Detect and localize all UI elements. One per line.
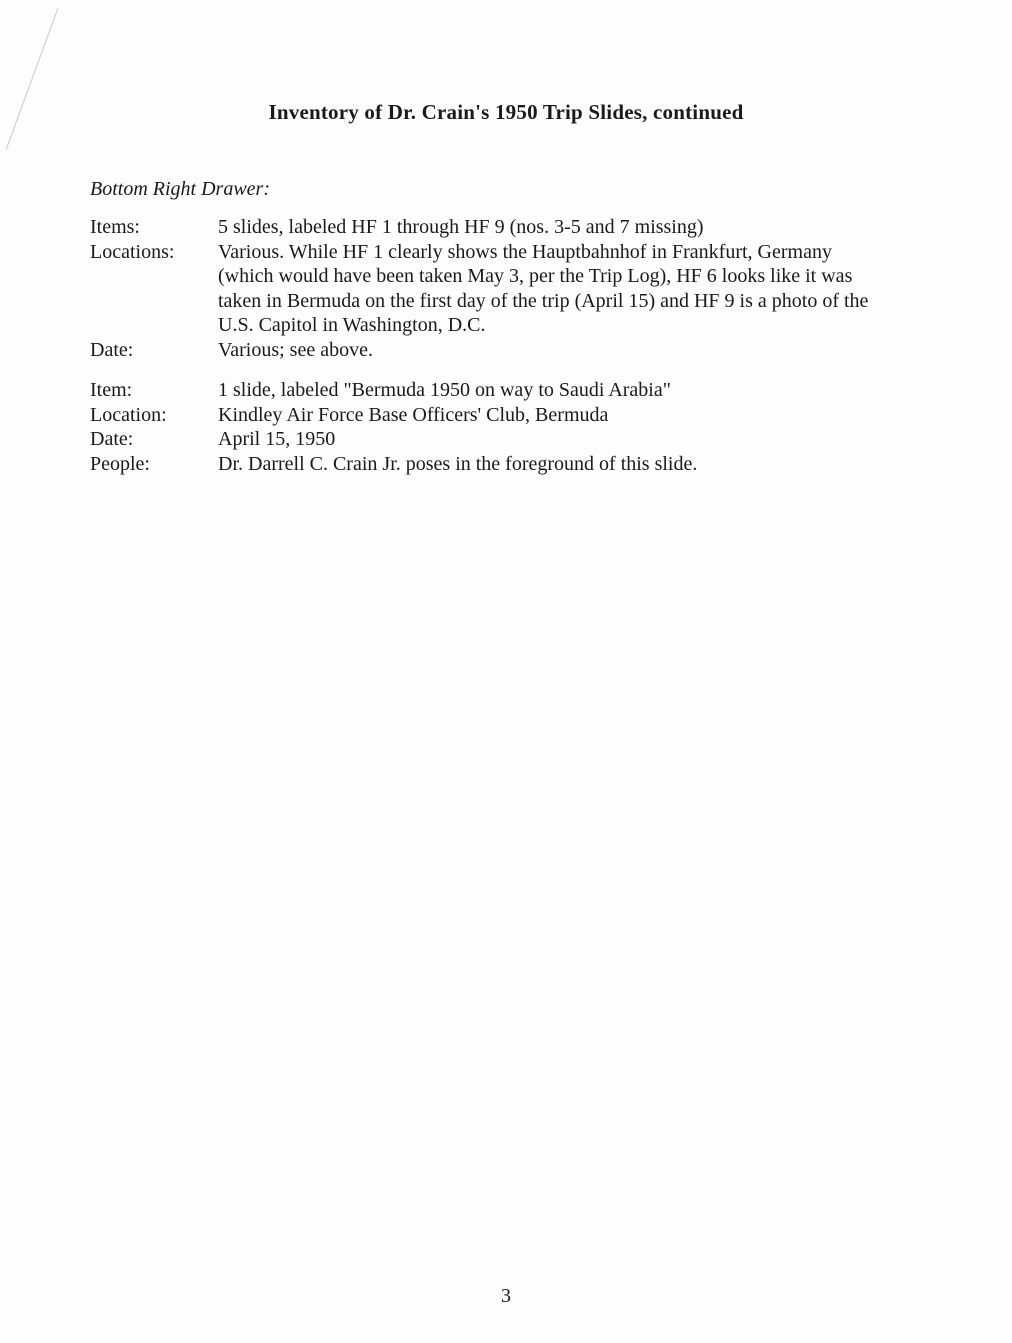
entry-label: Locations:: [90, 240, 175, 263]
entry-group-drawer-slides: [90, 215, 890, 362]
entry-value: Various; see above.: [218, 338, 373, 361]
entry-label: Items:: [90, 216, 140, 238]
entry-value: 1 slide, labeled "Bermuda 1950 on way to Saudi Arabia": [218, 379, 671, 401]
entry-label: People:: [90, 452, 150, 475]
entry-value: Kindley Air Force Base Officers' Club, Bermuda: [218, 403, 609, 426]
entry-value: 5 slides, labeled HF 1 through HF 9 (nos. 3-5 and 7 missing): [218, 216, 704, 238]
page-number: 3: [501, 1285, 511, 1307]
entry-row-items: [90, 215, 890, 240]
entry-row-item: [90, 378, 890, 403]
entry-row-location: [90, 403, 890, 428]
entry-row-people: [90, 452, 890, 477]
entry-row-locations: [90, 240, 890, 338]
section-heading: Bottom Right Drawer:: [90, 178, 270, 200]
entry-label: Date:: [90, 428, 134, 450]
entry-value: Dr. Darrell C. Crain Jr. poses in the foreground of this slide.: [218, 452, 698, 475]
entry-row-date: [90, 338, 890, 363]
entry-label: Location:: [90, 403, 167, 426]
entry-row-date: [90, 427, 890, 452]
entry-value: Various. While HF 1 clearly shows the Hauptbahnhof in Frankfurt, Germany (which would have been taken May 3, per the Trip Log), HF 6 looks like it was taken in Bermuda on the first day of the trip (April 15) and HF 9 is a photo of the U.S. Capitol in Washington, D.C.: [218, 240, 869, 336]
entry-group-bermuda-slide: [90, 378, 890, 476]
entry-label: Date:: [90, 338, 134, 361]
entry-value: April 15, 1950: [218, 428, 336, 450]
entry-label: Item:: [90, 379, 133, 401]
page-title: Inventory of Dr. Crain's 1950 Trip Slides, continued: [268, 100, 744, 124]
